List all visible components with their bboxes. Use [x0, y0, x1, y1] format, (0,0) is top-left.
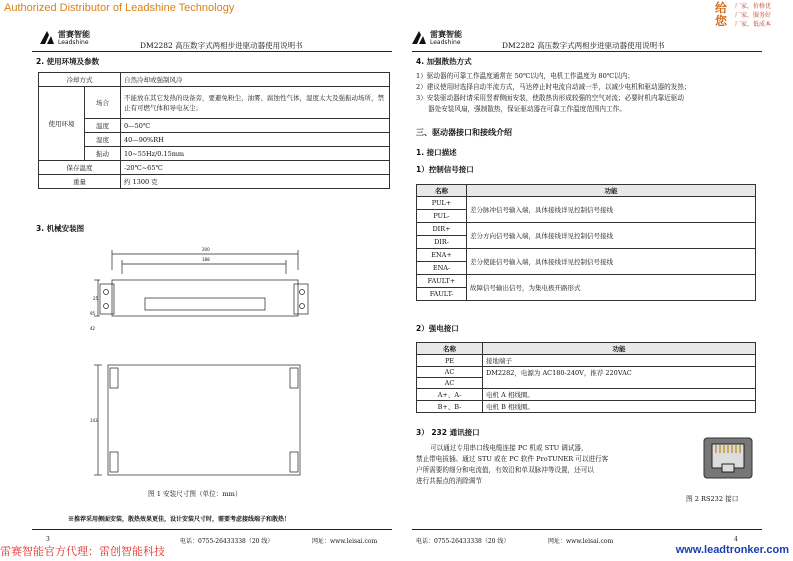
- table-cell: -20℃~65℃: [121, 161, 390, 175]
- text-line: 禁止带电拔插。通过 STU 或在 PC 软件 ProTUNER 可以进行客: [416, 455, 609, 463]
- table-cell: FAULT+: [417, 275, 467, 288]
- dim-label: 42: [90, 326, 96, 331]
- table-cell: 场合: [85, 87, 121, 119]
- table-cell: 温度: [85, 119, 121, 133]
- table-cell: 振动: [85, 147, 121, 161]
- table-cell: 不能放在其它发热的设备旁，要避免粉尘、油雾、腐蚀性气体，湿度太大及强振动场所，禁止有可燃气体和导电灰尘；: [121, 87, 390, 119]
- table-cell: 约 1300 克: [121, 175, 390, 189]
- brand-tag: 厂家，服务好: [735, 12, 772, 19]
- table-cell: ENA+: [417, 249, 467, 262]
- mechanical-drawing: [90, 240, 320, 485]
- logo-en: Leadshine: [58, 39, 89, 46]
- table-row: [417, 367, 756, 378]
- table-row: [417, 197, 756, 210]
- official-agent-text: 雷赛智能官方代理：雷创智能科技: [0, 545, 165, 558]
- table-row: [39, 87, 390, 119]
- logo-en: Leadshine: [430, 39, 461, 46]
- table-row: [39, 161, 390, 175]
- cooling-list: [416, 71, 766, 115]
- table-row: [39, 73, 390, 87]
- table-row: [39, 133, 390, 147]
- brand-cn: 给 您: [715, 1, 728, 28]
- leadshine-logo: [410, 26, 472, 52]
- table-cell: 差分方向信号输入端，具体接线详见控制信号接线: [467, 223, 756, 249]
- section-title: 2. 使用环境及参数: [36, 57, 100, 66]
- column-header: 名称: [417, 185, 467, 197]
- dim-label: 188: [202, 257, 210, 262]
- table-cell: 重量: [39, 175, 121, 189]
- table-cell: 接地端子: [483, 355, 756, 367]
- list-item: 1）驱动器的可靠工作温度通常在 50℃以内，电机工作温度为 80℃以内；: [416, 72, 634, 80]
- header-rule: [412, 51, 762, 52]
- table-row: [417, 355, 756, 367]
- table-row: [417, 401, 756, 413]
- brand-tag: 厂家，低成本: [735, 21, 772, 28]
- brand-tags: [735, 2, 771, 29]
- table-cell: 自然冷却或强制风冷: [121, 73, 390, 87]
- table-cell: AC: [417, 378, 483, 389]
- table-header-row: [417, 185, 756, 197]
- table-cell: PUL-: [417, 210, 467, 223]
- page-header-title: DM2282 高压数字式两相步进驱动器使用说明书: [502, 41, 665, 50]
- subsection-title: 3） 232 通讯接口: [416, 428, 480, 437]
- leadshine-logo: [38, 26, 100, 52]
- table-cell: 电机 B 相线圈。: [483, 401, 756, 413]
- rs232-port-icon: [700, 432, 756, 484]
- table-cell: 0—50℃: [121, 119, 390, 133]
- header-rule: [32, 51, 392, 52]
- table-cell: PUL+: [417, 197, 467, 210]
- table-cell: 电机 A 相线圈。: [483, 389, 756, 401]
- table-cell: PE: [417, 355, 483, 367]
- footer-rule: [412, 529, 762, 530]
- list-item: 3）安装驱动器时请采用竖着侧面安装，使散热齿形成较强的空气对流；必要时机内靠近驱动: [416, 94, 684, 102]
- page-number: 4: [734, 536, 738, 543]
- dim-label: 143: [90, 418, 98, 423]
- dim-label: 200: [202, 247, 210, 252]
- table-row: [417, 389, 756, 401]
- section-title: 3. 机械安装图: [36, 224, 85, 233]
- figure-caption: 图 1 安装尺寸图（单位：mm）: [148, 490, 242, 498]
- footer-rule: [32, 529, 392, 530]
- logo-mark-icon: [410, 29, 428, 47]
- table-cell: DM2282，电源为 AC180-240V，推荐 220VAC: [483, 367, 756, 389]
- dim-label: 95: [90, 311, 96, 316]
- control-signal-table: [416, 184, 756, 301]
- table-row: [39, 147, 390, 161]
- env-table: [38, 72, 390, 189]
- table-cell: 湿度: [85, 133, 121, 147]
- table-cell: A+、A-: [417, 389, 483, 401]
- table-row: [417, 275, 756, 288]
- column-header: 功能: [467, 185, 756, 197]
- table-row: [39, 175, 390, 189]
- table-cell: FAULT-: [417, 288, 467, 301]
- table-cell: 故障信号输出信号，为集电极开路形式: [467, 275, 756, 301]
- table-cell: AC: [417, 367, 483, 378]
- text-line: 进行共振点的消除调节: [416, 477, 482, 485]
- table-cell: B+、B-: [417, 401, 483, 413]
- table-cell: DIR+: [417, 223, 467, 236]
- footer-phone: 电话：0755-26433338（20 线）: [180, 538, 274, 545]
- table-row: [39, 119, 390, 133]
- page-number: 3: [46, 536, 50, 543]
- power-table: [416, 342, 756, 413]
- table-cell: DIR-: [417, 236, 467, 249]
- list-item: 2）建议使用时选择自动半流方式，马达停止时电流自动减一半，以减少电机和驱动器的发热；: [416, 83, 691, 91]
- subsection-title: 1）控制信号接口: [416, 165, 474, 174]
- figure-caption: 图 2 RS232 接口: [686, 495, 739, 503]
- distributor-banner: Authorized Distributor of Leadshine Technology: [4, 2, 235, 14]
- table-cell: 10~55Hz/0.15mm: [121, 147, 390, 161]
- install-warning: ※推荐采用侧面安装，散热效果更佳，设计安装尺寸时，需要考虑接线端子和散热！: [68, 516, 291, 523]
- subsection-title: 2）强电接口: [416, 324, 459, 333]
- comm-description: [416, 443, 688, 487]
- footer-phone: 电话：0755-26433338（20 线）: [416, 538, 510, 545]
- table-cell: 差分使能信号输入端，具体接线详见控制信号接线: [467, 249, 756, 275]
- table-cell: 使用环境: [39, 87, 85, 161]
- footer-web: 网址：www.leisai.com: [548, 538, 614, 545]
- logo-cn: 雷赛智能: [58, 30, 90, 39]
- text-line: 户所需要的细分和电流值，有效沿和单双脉冲等设置，还可以: [416, 466, 595, 474]
- logo-mark-icon: [38, 29, 56, 47]
- table-cell: 保存温度: [39, 161, 121, 175]
- section-title: 4. 加强散热方式: [416, 57, 472, 66]
- website-link[interactable]: www.leadtronker.com: [675, 544, 789, 556]
- table-row: [417, 249, 756, 262]
- page-header-title: DM2282 高压数字式两相步进驱动器使用说明书: [140, 41, 303, 50]
- subsection-title: 1. 接口描述: [416, 148, 457, 157]
- column-header: 功能: [483, 343, 756, 355]
- text-line: 可以通过专用串口线电缆连接 PC 机或 STU 调试器，: [430, 444, 588, 452]
- brand-tag: 厂家，价格优: [735, 3, 772, 10]
- table-cell: 40—90%RH: [121, 133, 390, 147]
- table-cell: 差分脉冲信号输入端，具体接线详见控制信号接线: [467, 197, 756, 223]
- table-row: [417, 223, 756, 236]
- column-header: 名称: [417, 343, 483, 355]
- table-header-row: [417, 343, 756, 355]
- brand-badge: [715, 0, 785, 36]
- table-cell: ENA-: [417, 262, 467, 275]
- chapter-title: 三、驱动器接口和接线介绍: [416, 128, 512, 137]
- list-item: 器处安装风扇，强制散热，保证驱动器在可靠工作温度范围内工作。: [428, 105, 626, 113]
- dim-label: 25: [93, 296, 99, 301]
- footer-web: 网址：www.leisai.com: [312, 538, 378, 545]
- logo-cn: 雷赛智能: [430, 30, 462, 39]
- table-cell: 冷却方式: [39, 73, 121, 87]
